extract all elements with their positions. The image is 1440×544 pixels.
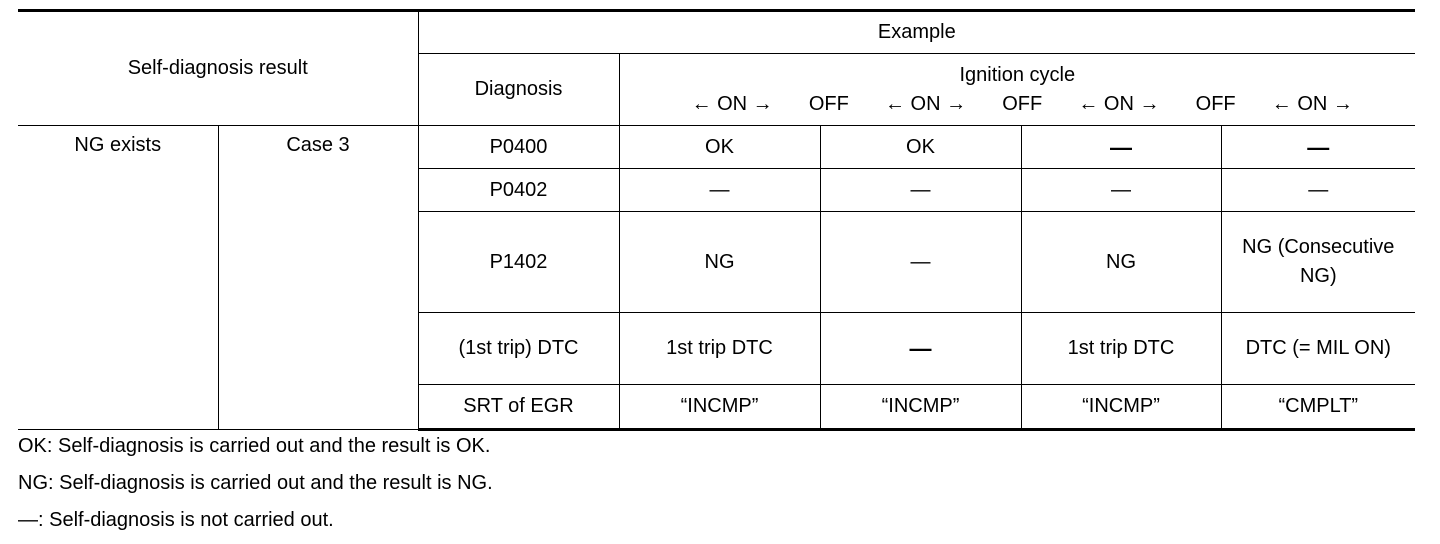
cycle-on-1: ← ON → bbox=[691, 92, 773, 115]
table-cell: — bbox=[1221, 169, 1415, 212]
example-header: Example bbox=[418, 11, 1415, 54]
srt-table bbox=[18, 9, 1415, 431]
legend-notes bbox=[18, 428, 493, 539]
table-cell: OK bbox=[619, 126, 820, 169]
table-row bbox=[18, 126, 1415, 169]
table-cell: “INCMP” bbox=[1021, 385, 1221, 430]
note-ng: NG: Self-diagnosis is carried out and the result is NG. bbox=[18, 472, 493, 494]
table-cell: “CMPLT” bbox=[1221, 385, 1415, 430]
cycle-on-2: ← ON → bbox=[884, 92, 967, 115]
table-cell: NG bbox=[1021, 212, 1221, 313]
row-label: (1st trip) DTC bbox=[418, 313, 619, 385]
table-cell: — bbox=[820, 212, 1021, 313]
ignition-cycle-sequence bbox=[624, 90, 1412, 119]
diagnosis-header: Diagnosis bbox=[418, 54, 619, 126]
table-cell: — bbox=[820, 313, 1021, 385]
table-cell: NG bbox=[619, 212, 820, 313]
table-cell: NG (Consecutive NG) bbox=[1221, 212, 1415, 313]
row-label: P0400 bbox=[418, 126, 619, 169]
table-cell: — bbox=[1221, 126, 1415, 169]
cycle-on-3: ← ON → bbox=[1078, 92, 1160, 115]
ng-exists-cell: NG exists bbox=[18, 126, 218, 430]
note-dash: —: Self-diagnosis is not carried out. bbox=[18, 509, 334, 531]
table-cell: — bbox=[820, 169, 1021, 212]
note-ok: OK: Self-diagnosis is carried out and the result is OK. bbox=[18, 435, 491, 457]
row-label: SRT of EGR bbox=[418, 385, 619, 430]
table-cell: “INCMP” bbox=[820, 385, 1021, 430]
self-diagnosis-result-header: Self-diagnosis result bbox=[18, 11, 418, 126]
table-cell: — bbox=[1021, 169, 1221, 212]
row-label: P1402 bbox=[418, 212, 619, 313]
table-cell: 1st trip DTC bbox=[1021, 313, 1221, 385]
cycle-off-3: OFF bbox=[1195, 92, 1236, 115]
table-cell: “INCMP” bbox=[619, 385, 820, 430]
cycle-off-2: OFF bbox=[1002, 92, 1043, 115]
table-cell: OK bbox=[820, 126, 1021, 169]
cycle-off-1: OFF bbox=[808, 92, 849, 115]
ignition-cycle-title: Ignition cycle bbox=[959, 63, 1076, 86]
row-label: P0402 bbox=[418, 169, 619, 212]
table-cell: 1st trip DTC bbox=[619, 313, 820, 385]
table-cell: — bbox=[619, 169, 820, 212]
table-cell: DTC (= MIL ON) bbox=[1221, 313, 1415, 385]
cycle-on-4: ← ON → bbox=[1271, 92, 1353, 115]
ignition-cycle-header bbox=[619, 54, 1415, 126]
case-cell: Case 3 bbox=[218, 126, 418, 430]
table-cell: — bbox=[1021, 126, 1221, 169]
